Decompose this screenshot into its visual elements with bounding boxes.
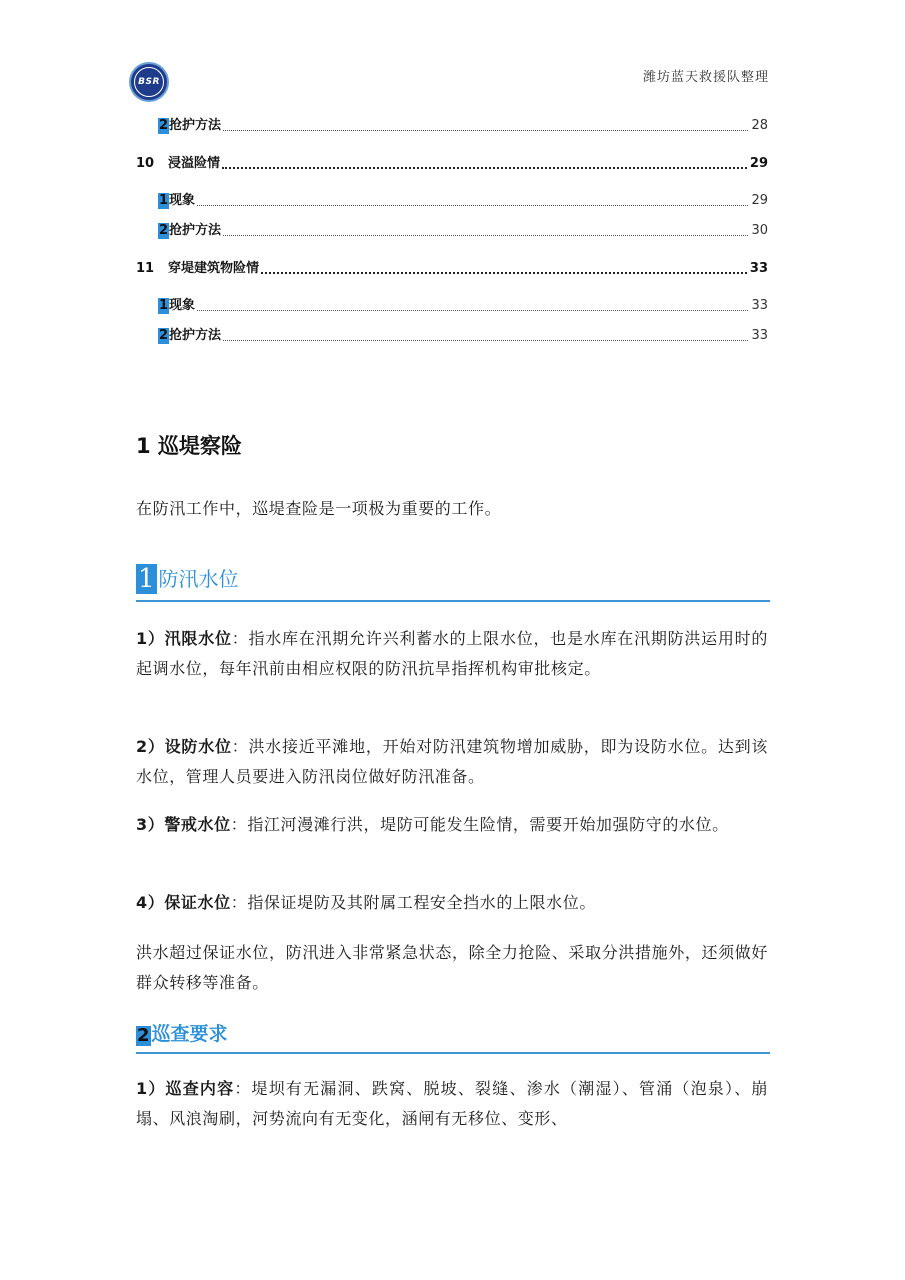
toc-leader: [197, 309, 748, 311]
toc-chapter-page: 29: [749, 156, 768, 171]
toc-leader: [197, 204, 748, 206]
header-org-name: 潍坊蓝天救援队整理: [642, 70, 769, 85]
section-number: 1: [138, 564, 155, 594]
water-level-item: [136, 888, 768, 918]
toc-chapter-entry[interactable]: [136, 154, 768, 172]
toc-leader: [222, 166, 747, 169]
toc-entry[interactable]: [158, 191, 768, 209]
item-text: ：指保证堤防及其附属工程安全挡水的上限水位。: [230, 893, 596, 912]
toc-leader: [223, 339, 748, 341]
item-term: 3）警戒水位: [136, 815, 231, 834]
toc-entry-label: 抢护方法: [169, 223, 222, 238]
toc-entry-number: 2: [159, 328, 169, 343]
logo-ring: [134, 67, 164, 97]
section-title: 防汛水位: [158, 567, 239, 591]
toc-entry[interactable]: [158, 326, 768, 344]
logo-text: BSR: [138, 77, 160, 87]
toc-entry-label: 现象: [169, 193, 196, 208]
inspection-item: [136, 1074, 768, 1134]
item-term: 1）汛限水位: [136, 629, 232, 648]
item-text: ：指水库在汛期允许兴利蓄水的上限水位，也是水库在汛期防洪运用时的起调水位，每年汛前由相应权限的防汛抗旱指挥机构审批核定。: [136, 629, 768, 678]
toc-entry[interactable]: [158, 221, 768, 239]
toc-entry-label: 抢护方法: [169, 328, 222, 343]
toc-entry-number: 2: [159, 118, 169, 133]
toc-entry-label: 现象: [169, 298, 196, 313]
toc-leader: [261, 271, 747, 274]
chapter-title: 1 巡堤察险: [136, 434, 242, 458]
note-paragraph: 洪水超过保证水位，防汛进入非常紧急状态，除全力抢险、采取分洪措施外，还须做好群众转移等准备。: [136, 943, 768, 992]
toc-entry-page: 33: [751, 328, 768, 343]
toc-entry[interactable]: [158, 296, 768, 314]
item-text: ：洪水接近平滩地，开始对防汛建筑物增加威胁，即为设防水位。达到该水位，管理人员要进入防汛岗位做好防汛准备。: [136, 737, 768, 786]
toc-entry-label: 抢护方法: [169, 118, 222, 133]
bsr-logo: [129, 62, 169, 102]
section-number: 2: [137, 1025, 150, 1046]
toc-entry-page: 30: [751, 223, 768, 238]
toc-entry-number: 1: [159, 298, 169, 313]
toc-chapter-number: 11: [136, 261, 155, 276]
water-level-item: [136, 624, 768, 684]
section-title: 巡查要求: [151, 1023, 228, 1045]
toc-entry-number: 2: [159, 223, 169, 238]
toc-chapter-entry[interactable]: [136, 259, 768, 277]
toc-chapter-label: 穿堤建筑物险情: [168, 261, 260, 276]
toc-chapter-page: 33: [749, 261, 768, 276]
toc-entry-page: 33: [751, 298, 768, 313]
toc-entry[interactable]: [158, 116, 768, 134]
toc-chapter-label: 浸溢险情: [168, 156, 221, 171]
item-term: 4）保证水位: [136, 893, 231, 912]
toc-entry-page: 29: [751, 193, 768, 208]
section-heading: [136, 560, 770, 602]
item-text: ：指江河漫滩行洪，堤防可能发生险情，需要开始加强防守的水位。: [230, 815, 729, 834]
toc-entry-number: 1: [159, 193, 169, 208]
toc-leader: [223, 234, 748, 236]
section-heading: [136, 1024, 770, 1054]
toc-entry-page: 28: [751, 118, 768, 133]
item-text: ：堤坝有无漏洞、跌窝、脱坡、裂缝、渗水（潮湿）、管涌（泡泉）、崩塌、风浪淘刷，河势流向有无变化，涵闸有无移位、变形、: [136, 1079, 768, 1128]
item-term: 1）巡查内容: [136, 1079, 235, 1098]
intro-paragraph: 在防汛工作中，巡堤查险是一项极为重要的工作。: [136, 499, 502, 518]
water-level-item: [136, 732, 768, 792]
water-level-item: [136, 810, 768, 840]
toc-chapter-number: 10: [136, 156, 155, 171]
toc-leader: [223, 129, 748, 131]
item-term: 2）设防水位: [136, 737, 232, 756]
